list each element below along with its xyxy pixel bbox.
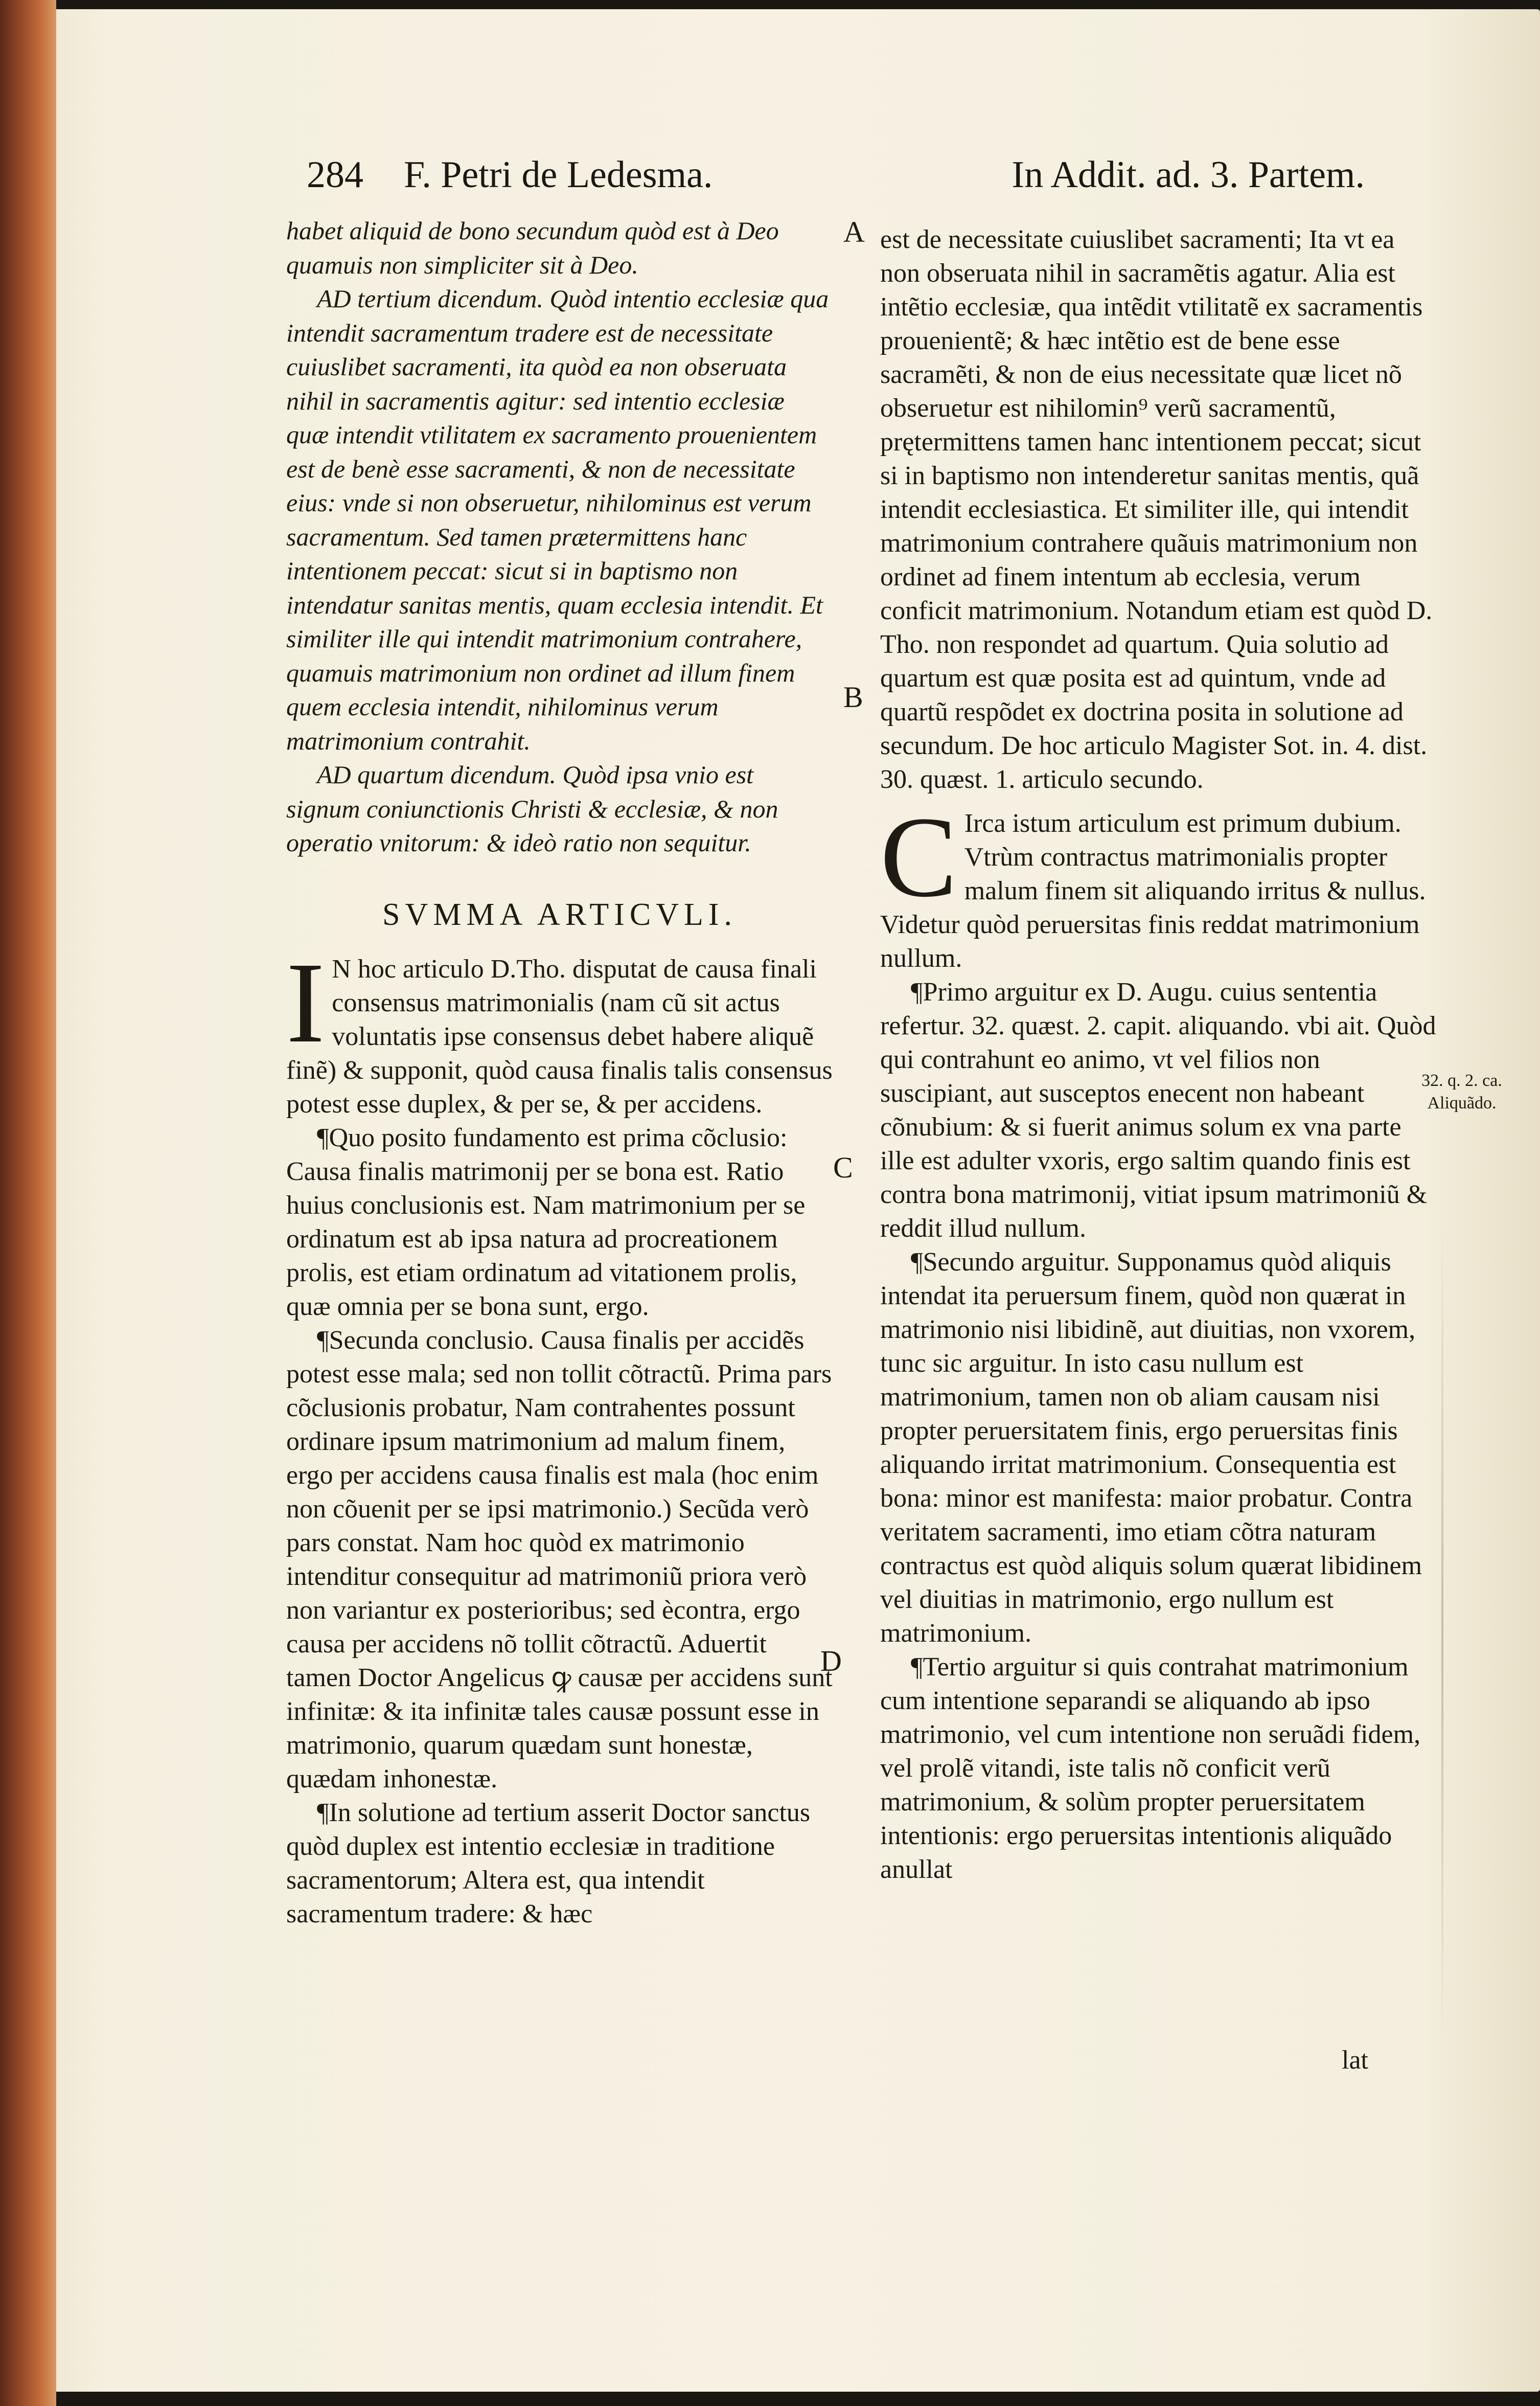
catchword: lat [1342,2046,1368,2075]
paragraph-text: Irca istum articulum est primum dubium. Vtrùm contractus matrimonialis propter malum finem sit aliquando irritus & nullus. Videtur quòd peruersitas finis reddat matrimonium nullum. [880,809,1426,973]
body-paragraph: est de necessitate cuiuslibet sacramenti; Ita vt ea non obseruata nihil in sacramẽtis agatur. Alia est intẽtio ecclesiæ, qua intẽdit vtilitatẽ ex sacramentis prouenientẽ; & hæc intẽtio est de bene esse sacramẽti, & non de eius necessitate quæ licet nõ obseruetur est nihilomin⁹ verũ sacramentũ, prętermittens tamen hanc intentionem peccat; sicut si in baptismo non intenderetur sanitas mentis, quã intendit ecclesiastica. Et similiter ille, qui intendit matrimonium contrahere quãuis matrimonium non ordinet ad finem intentum ab ecclesia, verum conficit matrimonium. Notandum etiam est quòd D. Tho. non respondet ad quartum. Quia solutio ad quartum est quæ posita est ad quintum, vnde ad quartũ respõdet ex doctrina posita in solutione ad secundum. De hoc articulo Magister Sot. in. 4. dist. 30. quæst. 1. articulo secundo. [880,225,1433,794]
section-marker-b: B [843,680,863,714]
italic-paragraph: AD quartum dicendum. Quòd ipsa vnio est signum coniunctionis Christi & ecclesiæ, & non operatio vnitorum: & ideò ratio non sequitur. [286,760,778,857]
body-paragraph: ¶In solutione ad tertium asserit Doctor sanctus quòd duplex est intentio ecclesiæ in traditione sacramentorum; Altera est, qua intendit sacramentum tradere: & hæc [286,1798,811,1928]
circa-paragraph [880,793,1437,975]
running-header [286,153,1365,220]
drop-capital: C [880,793,957,921]
book-spine-edge [0,0,56,2406]
summa-first-paragraph [286,938,833,1121]
running-head-author: F. Petri de Ledesma. [404,154,713,196]
body-paragraph: ¶Secunda conclusio. Causa finalis per accidẽs potest esse mala; sed non tollit cõtractũ. Prima pars cõclusionis probatur, Nam contrahentes possunt ordinare ipsum matrimonium ad malum finem, ergo per accidens causa finalis est mala (hoc enim non cõuenit per se ipsi matrimonio.) Secũda verò pars constat. Nam hoc quòd ex matrimonio intenditur consequitur ad matrimoniũ priora verò non variantur ex posterioribus; sed ècontra, ergo causa per accidens nõ tollit cõtractũ. Aduertit tamen Doctor Angelicus ꝙ causæ per accidens sunt infinitæ: & ita infinitæ tales causæ possunt esse in matrimonio, quarum quædam sunt honestæ, quædam inhonestæ. [286,1325,833,1794]
left-column [286,214,833,1931]
marginal-note [1400,1070,1523,1115]
italic-paragraph: habet aliquid de bono secundum quòd est à Deo quamuis non simpliciter sit à Deo. [286,216,779,279]
paragraph-text: N hoc articulo D.Tho. disputat de causa finali consensus matrimonialis (nam cũ sit actus voluntatis ipse consensus debet habere aliquẽ finẽ) & supponit, quòd causa finalis talis consensus potest esse duplex, & per se, & per accidens. [286,954,833,1119]
page-number: 284 [307,154,363,196]
section-marker-d: D [820,1644,842,1677]
body-paragraph: ¶Primo arguitur ex D. Augu. cuius sententia refertur. 32. quæst. 2. capit. aliquando. vbi ait. Quòd qui contrahunt eo animo, vt vel filios non suscipiant, aut susceptos enecent non habeant cõnubium: & si fuerit animus solum ex vna parte ille est adulter vxoris, ergo saltim quando finis est contra bona matrimonij, vitiat ipsum matrimoniũ & reddit illud nullum. [880,978,1436,1243]
body-paragraph: ¶Tertio arguitur si quis contrahat matrimonium cum intentione separandi se aliquando ab ipso matrimonio, vel cum intentione non seruãdi fidem, vel prolẽ vitandi, iste talis nõ conficit verũ matrimonium, & solùm propter peruersitatem intentionis: ergo peruersitas intentionis aliquãdo anullat [880,1652,1421,1884]
section-marker-c: C [833,1151,853,1184]
section-marker-a: A [843,215,865,248]
summa-heading: SVMMA ARTICVLI. [382,897,737,932]
drop-capital: I [286,938,325,1066]
italic-paragraph: AD tertium dicendum. Quòd intentio ecclesiæ qua intendit sacramentum tradere est de necessitate cuiuslibet sacramenti, ita quòd ea non obseruata nihil in sacramentis agitur: sed intentio ecclesiæ quæ intendit vtilitatem ex sacramento prouenientem est de benè esse sacramenti, & non de necessitate eius: vnde si non obseruetur, nihilominus est verum sacramentum. Sed tamen prætermittens hanc intentionem peccat: sicut si in baptismo non intendatur sanitas mentis, quam ecclesia intendit. Et similiter ille qui intendit matrimonium contrahere, quamuis matrimonium non ordinet ad illum finem quem ecclesia intendit, nihilominus verum matrimonium contrahit. [286,284,829,755]
right-column [880,223,1437,1887]
body-paragraph: ¶Quo posito fundamento est prima cõclusio: Causa finalis matrimonij per se bona est. Ratio huius conclusionis est. Nam matrimonium per se ordinatum est ab ipsa natura ad procreationem prolis, est etiam ordinatum ad vitationem prolis, quæ omnia per se bona sunt, ergo. [286,1123,806,1321]
running-head-section: In Addit. ad. 3. Partem. [1012,154,1365,196]
body-paragraph: ¶Secundo arguitur. Supponamus quòd aliquis intendat ita peruersum finem, quòd non quærat in matrimonio nisi libidinẽ, aut diuitias, non vxorem, tunc sic arguitur. In isto casu nullum est matrimonium, tamen non ob aliam causam nisi propter peruersitatem finis, ergo peruersitas finis aliquando irritat matrimonium. Consequentia est bona: minor est manifesta: maior probatur. Contra veritatem sacramenti, imo etiam cõtra naturam contractus est quòd aliquis solum quærat libidinem vel diuitias in matrimonio, ergo nullum est matrimonium. [880,1247,1422,1648]
paper-crease [1441,1227,1443,2045]
marginal-word: Aliquãdo. [1427,1094,1497,1113]
marginal-reference: 32. q. 2. ca. [1421,1071,1502,1090]
